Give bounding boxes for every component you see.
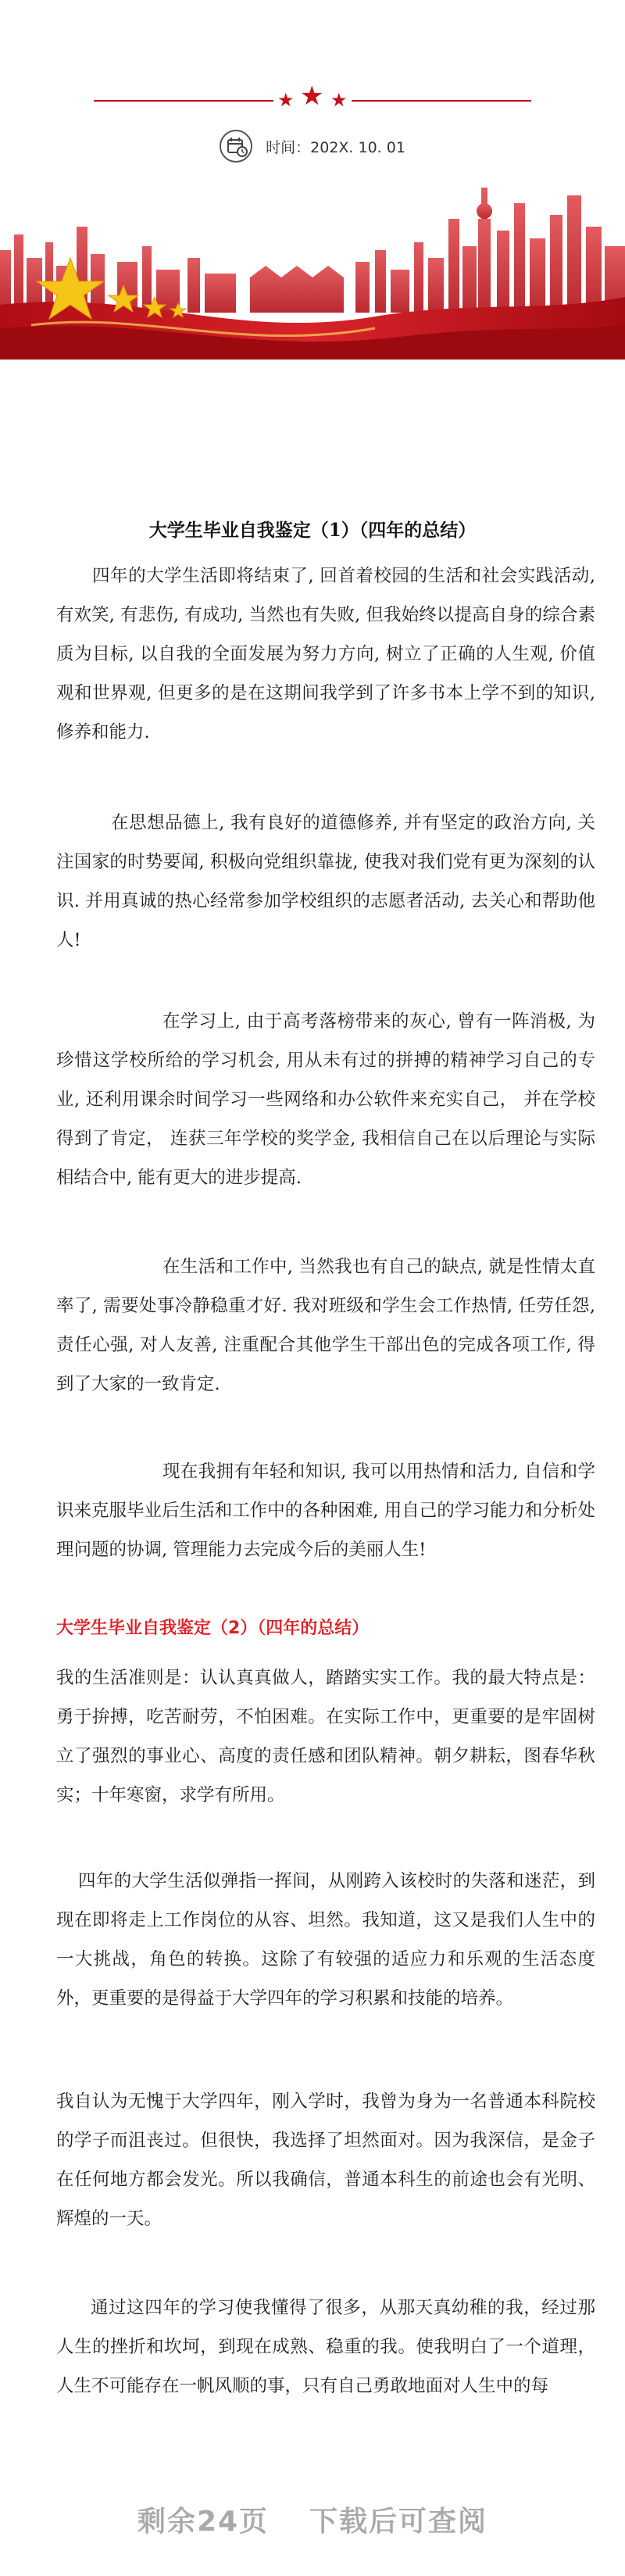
city-skyline-banner xyxy=(0,172,625,360)
download-footer[interactable] xyxy=(0,2470,625,2576)
header-divider-left xyxy=(94,100,273,102)
download-to-view-label[interactable]: 下载后可查阅 xyxy=(309,2506,488,2538)
section-2-paragraph-4: 通过这四年的学习使我懂得了很多，从那天真幼稚的我，经过那人生的挫折和坎坷，到现在成熟、稳重的我。使我明白了一个道理，人生不可能存在一帆风顺的事，只有自己勇敢地面对人生中的每 xyxy=(56,2298,595,2396)
header-banner xyxy=(0,0,625,367)
section-1-paragraph-4: 在生活和工作中, 当然我也有自己的缺点, 就是性情太直率了, 需要处事冷静稳重才好. 我对班级和学生会工作热情, 任劳任怨, 责任心强, 对人友善, 注重配合其他学生干部出色的完成各项工作, 得到了大家的一致肯定. xyxy=(56,1257,595,1394)
section-2-title: 大学生毕业自我鉴定（2）（四年的总结） xyxy=(56,1619,370,1638)
section-2-paragraph-3: 我自认为无愧于大学四年，刚入学时，我曾为身为一名普通本科院校的学子而沮丧过。但很快，我选择了坦然面对。因为我深信，是金子在任何地方都会发光。所以我确信，普通本科生的前途也会有光明、辉煌的一天。 xyxy=(56,2091,595,2229)
download-prompt[interactable] xyxy=(0,2499,625,2539)
small-star-icon: ★ xyxy=(330,89,348,111)
time-row xyxy=(0,130,625,163)
calendar-clock-icon xyxy=(220,130,252,163)
small-star-icon: ★ xyxy=(277,89,295,111)
section-1-title: 大学生毕业自我鉴定（1）（四年的总结） xyxy=(148,520,477,541)
section-1-paragraph-2: 在思想品德上, 我有良好的道德修养, 并有坚定的政治方向, 关注国家的时势要闻, 积极向党组织靠拢, 使我对我们党有更为深刻的认识. 并用真诚的热心经常参加学校组织的志愿者活动, 去关心和帮助他人! xyxy=(56,813,595,950)
remaining-pages-label[interactable]: 剩余24页 xyxy=(137,2506,270,2538)
publish-time: 时间：202X. 10. 01 xyxy=(266,138,405,156)
section-1-paragraph-1: 四年的大学生活即将结束了, 回首着校园的生活和社会实践活动, 有欢笑, 有悲伤, 有成功, 当然也有失败, 但我始终以提高自身的综合素质为目标, 以自我的全面发展为努力方向, 树立了正确的人生观, 价值观和世界观, 但更多的是在这期间我学到了许多书本上学不到的知识, 修养和能力. xyxy=(56,566,595,742)
section-1-paragraph-5: 现在我拥有年轻和知识, 我可以用热情和活力, 自信和学识来克服毕业后生活和工作中的各种困难, 用自己的学习能力和分析处理问题的协调, 管理能力去完成今后的美丽人生! xyxy=(56,1462,595,1560)
section-2-paragraph-1: 我的生活准则是：认认真真做人，踏踏实实工作。我的最大特点是：勇于拚搏，吃苦耐劳，不怕困难。在实际工作中，更重要的是牢固树立了强烈的事业心、高度的责任感和团队精神。朝夕耕耘，图春华秋实；十年寒窗，求学有所用。 xyxy=(56,1668,595,1805)
section-1-paragraph-3: 在学习上, 由于高考落榜带来的灰心, 曾有一阵消极, 为珍惜这学校所给的学习机会, 用从未有过的拼搏的精神学习自己的专业, 还利用课余时间学习一些网络和办公软件来充实自己， 并在学校得到了肯定， 连获三年学校的奖学金, 我相信自己在以后理论与实际相结合中, 能有更大的进步提高. xyxy=(56,1011,595,1188)
section-2-paragraph-2: 四年的大学生活似弹指一挥间，从刚跨入该校时的失落和迷茫，到现在即将走上工作岗位的从容、坦然。我知道，这又是我们人生中的一大挑战，角色的转换。这除了有较强的适应力和乐观的生活态度外，更重要的是得益于大学四年的学习积累和技能的培养。 xyxy=(56,1871,595,2009)
header-divider-right xyxy=(352,100,531,102)
large-star-icon: ★ xyxy=(300,80,324,112)
